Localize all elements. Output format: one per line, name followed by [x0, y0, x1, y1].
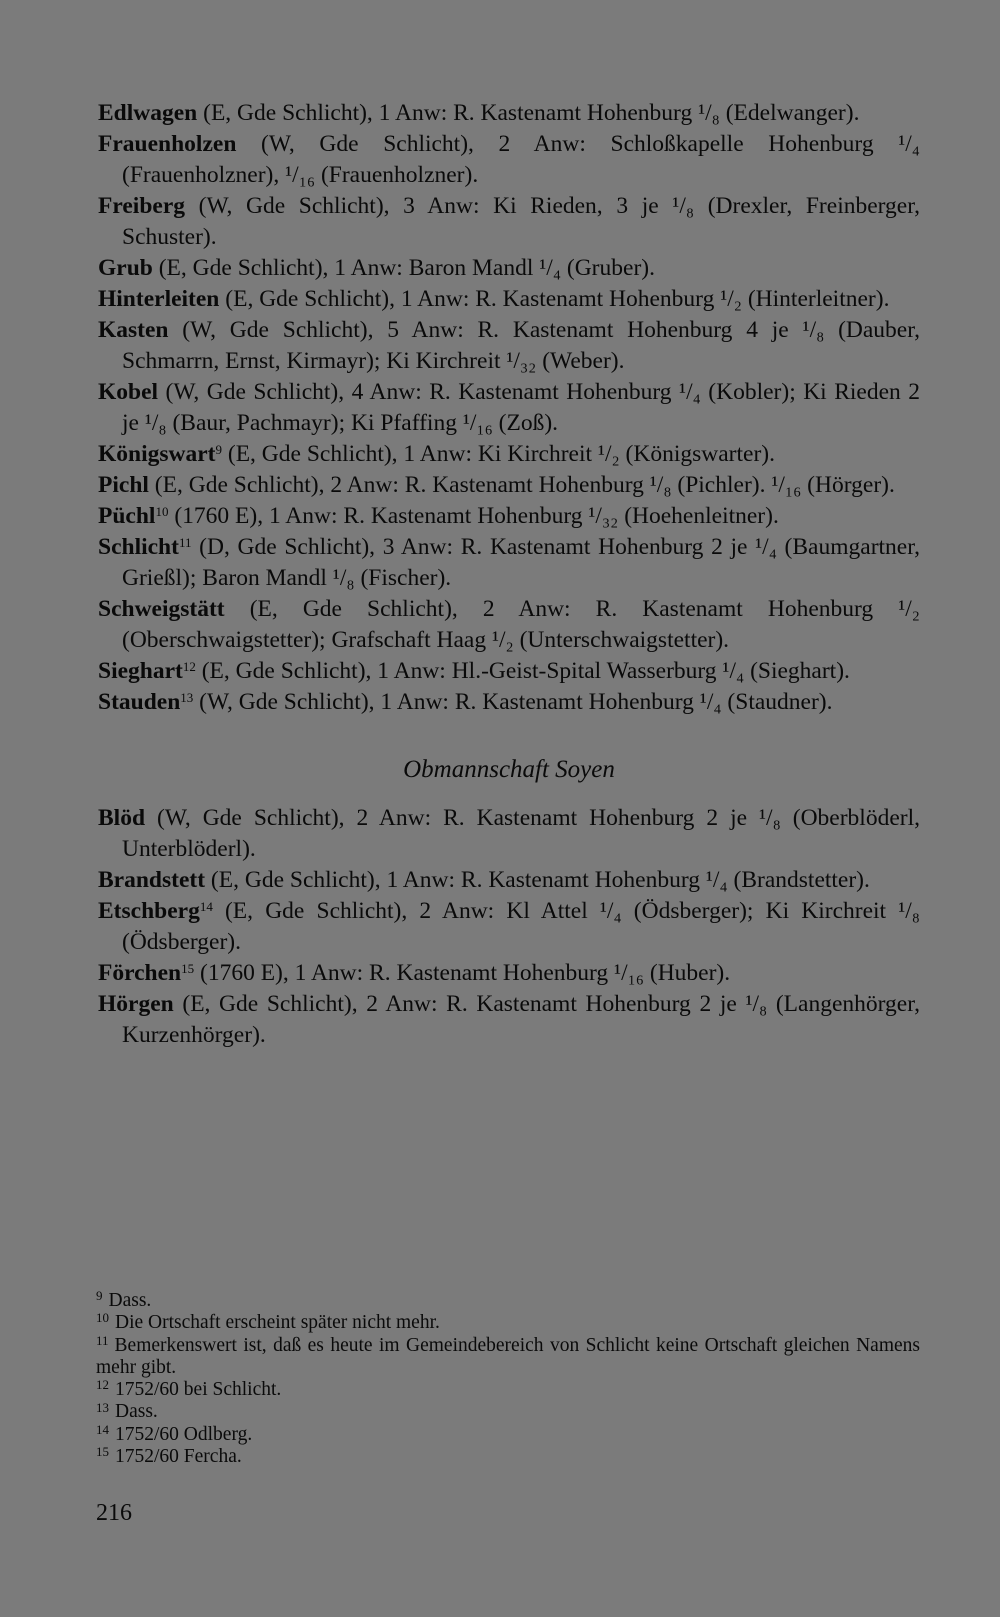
entry-text: (E, Gde Schlicht), 2 Anw: R. Kastenamt Hohenburg ¹/₈ (Pichler). ¹/₁₆ (Hörger).: [148, 472, 895, 498]
entry-name: Förchen: [98, 960, 182, 986]
footnote: [96, 1446, 920, 1468]
entry: [98, 687, 920, 718]
entry: [98, 253, 920, 284]
entry-name: Sieghart: [98, 658, 183, 684]
entry-text: (W, Gde Schlicht), 5 Anw: R. Kastenamt Hohenburg 4 je ¹/₈ (Dauber, Schmarrn, Ernst, Kirmayr); Ki Kirchreit ¹/₃₂ (Weber).: [122, 317, 920, 374]
footnote: [96, 1312, 920, 1334]
entry: [98, 532, 920, 594]
footnote-ref: 11: [178, 534, 192, 550]
section-heading: Obmannschaft Soyen: [403, 756, 615, 783]
entry: [98, 865, 920, 896]
entry: [98, 958, 920, 989]
entries-top: [98, 98, 920, 718]
footnote-text: 1752/60 bei Schlicht.: [115, 1379, 282, 1401]
entry: [98, 656, 920, 687]
entry-text: (W, Gde Schlicht), 2 Anw: Schloßkapelle Hohenburg ¹/₄ (Frauenholzner), ¹/₁₆ (Frauenholzner).: [122, 131, 920, 188]
entry-name: Königswart: [98, 441, 216, 467]
footnote-ref: 15: [181, 960, 195, 976]
entry: [98, 377, 920, 439]
footnote: [96, 1379, 920, 1401]
entry-text: (1760 E), 1 Anw: R. Kastenamt Hohenburg ¹/₃₂ (Hoehenleitner).: [168, 503, 779, 529]
entry-list: [98, 98, 920, 1051]
entry: [98, 803, 920, 865]
entry-text: (E, Gde Schlicht), 1 Anw: R. Kastenamt Hohenburg ¹/₄ (Brandstetter).: [205, 867, 870, 893]
entry: [98, 284, 920, 315]
entry-text: (E, Gde Schlicht), 1 Anw: Ki Kirchreit ¹/₂ (Königswarter).: [222, 441, 775, 467]
footnote-text: 1752/60 Fercha.: [115, 1446, 242, 1468]
entry-text: (W, Gde Schlicht), 3 Anw: Ki Rieden, 3 je ¹/₈ (Drexler, Freinberger, Schuster).: [122, 193, 920, 250]
entries-bottom: [98, 803, 920, 1051]
entry-text: (W, Gde Schlicht), 4 Anw: R. Kastenamt Hohenburg ¹/₄ (Kobler); Ki Rieden 2 je ¹/₈ (Baur, Pachmayr); Ki Pfaffing ¹/₁₆ (Zoß).: [122, 379, 920, 436]
footnote-ref: 9: [215, 441, 222, 457]
entry: [98, 989, 920, 1051]
footnote-number: 11: [96, 1332, 109, 1348]
entry-name: Etschberg: [98, 898, 200, 924]
entry-text: (1760 E), 1 Anw: R. Kastenamt Hohenburg ¹/₁₆ (Huber).: [194, 960, 731, 986]
footnote-number: 15: [96, 1444, 109, 1460]
entry-name: Püchl: [98, 503, 156, 529]
footnote-number: 12: [96, 1377, 109, 1393]
footnote: [96, 1332, 920, 1380]
footnote-text: Bemerkenswert ist, daß es heute im Gemeindebereich von Schlicht keine Ortschaft gleichen Namens mehr gibt.: [96, 1334, 920, 1378]
entry-name: Grub: [98, 255, 153, 281]
entry-text: (E, Gde Schlicht), 2 Anw: R. Kastenamt Hohenburg 2 je ¹/₈ (Langenhörger, Kurzenhörger).: [122, 991, 920, 1048]
entry-name: Kobel: [98, 379, 159, 405]
entry-name: Stauden: [98, 689, 181, 715]
entry-name: Schlicht: [98, 534, 179, 560]
entry-text: (E, Gde Schlicht), 1 Anw: Hl.-Geist-Spital Wasserburg ¹/₄ (Sieghart).: [195, 658, 850, 684]
footnote-number: 9: [96, 1288, 103, 1304]
entry: [98, 896, 920, 958]
entry-name: Blöd: [98, 805, 146, 831]
entry-text: (E, Gde Schlicht), 1 Anw: R. Kastenamt Hohenburg ¹/₂ (Hinterleitner).: [219, 286, 890, 312]
footnote: [96, 1290, 920, 1312]
entry-name: Pichl: [98, 472, 149, 498]
entry-text: (W, Gde Schlicht), 1 Anw: R. Kastenamt Hohenburg ¹/₄ (Staudner).: [193, 689, 833, 715]
entry: [98, 439, 920, 470]
entry-text: (E, Gde Schlicht), 1 Anw: R. Kastenamt Hohenburg ¹/₈ (Edelwanger).: [197, 100, 860, 126]
entry-name: Brandstett: [98, 867, 206, 893]
page-number: 216: [96, 1500, 132, 1526]
entry-name: Freiberg: [98, 193, 186, 219]
footnote: [96, 1401, 920, 1423]
footnote-text: 1752/60 Odlberg.: [115, 1423, 253, 1445]
footnote: [96, 1421, 920, 1446]
entry-name: Hinterleiten: [98, 286, 220, 312]
entry: [98, 98, 920, 129]
footnote-number: 14: [96, 1421, 109, 1437]
footnote-number: 10: [96, 1310, 109, 1326]
entry: [98, 594, 920, 656]
entry-name: Hörgen: [98, 991, 174, 1017]
entry: [98, 191, 920, 253]
entry-text: (E, Gde Schlicht), 2 Anw: Kl Attel ¹/₄ (Ödsberger); Ki Kirchreit ¹/₈ (Ödsberger).: [122, 898, 920, 955]
entry-name: Kasten: [98, 317, 169, 343]
entry: [98, 129, 920, 191]
entry-text: (D, Gde Schlicht), 3 Anw: R. Kastenamt Hohenburg 2 je ¹/₄ (Baumgartner, Grießl); Baron Mandl ¹/₈ (Fischer).: [122, 534, 920, 591]
entry-name: Schweigstätt: [98, 596, 225, 622]
footnote-text: Dass.: [115, 1401, 158, 1423]
entry-name: Frauenholzen: [98, 131, 237, 157]
footnote-text: Die Ortschaft erscheint später nicht mehr.: [115, 1312, 440, 1334]
footnote-number: 13: [96, 1399, 109, 1415]
entry: [98, 501, 920, 532]
footnote-ref: 14: [199, 898, 213, 914]
footnotes: [96, 1290, 920, 1468]
footnote-ref: 10: [155, 503, 169, 519]
entry-text: (W, Gde Schlicht), 2 Anw: R. Kastenamt Hohenburg 2 je ¹/₈ (Oberblöderl, Unterblöderl).: [122, 805, 920, 862]
entry-text: (E, Gde Schlicht), 1 Anw: Baron Mandl ¹/₄ (Gruber).: [152, 255, 655, 281]
entry: [98, 315, 920, 377]
footnote-ref: 12: [182, 658, 196, 674]
footnote-ref: 13: [180, 689, 194, 705]
entry: [98, 470, 920, 501]
footnote-text: Dass.: [108, 1290, 152, 1311]
entry-name: Edlwagen: [98, 100, 198, 126]
entry-text: (E, Gde Schlicht), 2 Anw: R. Kastenamt Hohenburg ¹/₂ (Oberschwaigstetter); Grafschaft Haag ¹/₂ (Unterschwaigstetter).: [122, 596, 920, 653]
